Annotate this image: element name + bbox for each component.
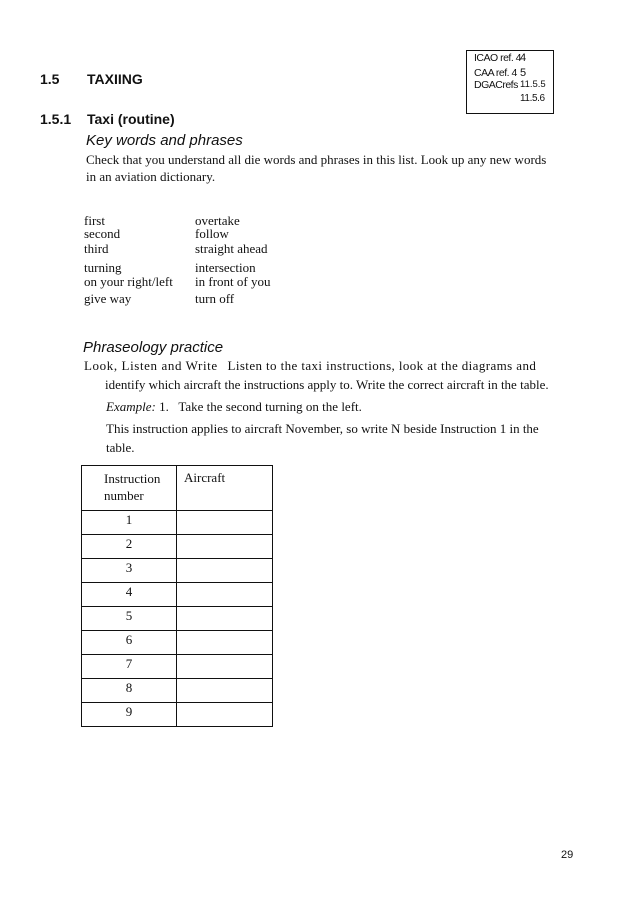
aircraft-answer-cell[interactable] [177,679,273,703]
section-number: 1.5 [40,71,60,87]
icao-ref-label: ICAO ref. 4 [474,52,522,64]
example-text: Take the second turning on the left. [178,399,362,414]
table-row [82,583,273,607]
word-item: first [84,213,105,228]
header-instruction-number [82,466,177,511]
instruction-number: 3 [82,559,177,583]
instruction-number: 4 [82,583,177,607]
subsection-title: Taxi (routine) [87,111,175,127]
aircraft-answer-cell[interactable] [177,655,273,679]
key-words-heading: Key words and phrases [86,132,243,149]
table-row [82,607,273,631]
instruction-number: 5 [82,607,177,631]
word-item: on your right/left [84,274,173,289]
instruction-number: 8 [82,679,177,703]
practice-text-line1: Listen to the taxi instructions, look at the diagrams and [227,358,537,373]
example-explanation: This instruction applies to aircraft November, so write N beside Instruction 1 in the table. [106,421,539,455]
table-row [82,679,273,703]
word-item: second [84,226,121,241]
instruction-number: 6 [82,631,177,655]
practice-lead: Look, Listen and Write [84,358,218,373]
example-line [106,397,554,416]
practice-instructions [84,356,554,394]
table-row [82,703,273,727]
instruction-number: 1 [82,511,177,535]
header-aircraft: Aircraft [177,466,273,511]
word-item: third [84,241,109,256]
table-row [82,631,273,655]
reference-box [466,50,554,114]
subsection-number: 1.5.1 [40,111,72,127]
word-item: in front of you [195,274,271,289]
practice-text-line2: identify which aircraft the instructions apply to. Write the correct aircraft in the table. [105,377,549,392]
word-item: follow [195,226,229,241]
instruction-number: 9 [82,703,177,727]
example-number: 1. [159,399,169,414]
dgac-ref-value-1: 11.5.5 [520,79,546,90]
word-item: give way [84,291,132,306]
aircraft-answer-cell[interactable] [177,583,273,607]
aircraft-answer-cell[interactable] [177,559,273,583]
word-item: straight ahead [195,241,268,256]
header-instruction-line2: number [104,488,144,503]
word-item: overtake [195,213,240,228]
caa-ref-label: CAA ref. 4 [474,67,517,79]
dgac-ref-value-2: 11.5.6 [520,93,545,104]
aircraft-answer-cell[interactable] [177,511,273,535]
page-number: 29 [561,849,574,861]
word-item: turning [84,260,122,275]
example-label: Example: [106,399,156,414]
table-header-row [82,466,273,511]
word-item: turn off [195,291,235,306]
table-row [82,559,273,583]
dgac-ref-label: DGACrefs [474,79,518,91]
section-title: TAXIING [87,71,143,87]
word-item: intersection [195,260,256,275]
aircraft-answer-cell[interactable] [177,631,273,655]
icao-ref-value: 4 [520,52,527,64]
practice-heading: Phraseology practice [83,339,224,356]
aircraft-answer-cell[interactable] [177,703,273,727]
table-row [82,535,273,559]
table-row [82,511,273,535]
key-words-instruction: Check that you understand all die words and phrases in this list. Look up any new words in an aviation dictionary. [86,152,547,184]
instruction-number: 7 [82,655,177,679]
aircraft-answer-cell[interactable] [177,607,273,631]
table-row [82,655,273,679]
aircraft-answer-cell[interactable] [177,535,273,559]
answer-table [81,465,273,727]
header-instruction-line1: Instruction [104,471,161,486]
instruction-number: 2 [82,535,177,559]
caa-ref-value: 5 [520,67,527,79]
